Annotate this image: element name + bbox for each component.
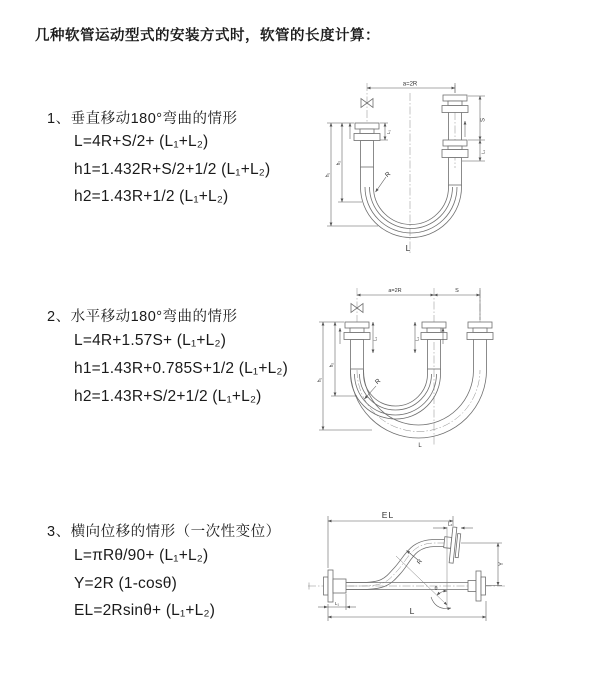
dim-label-l1-left: L₁ xyxy=(386,129,391,135)
section-2-formula-h1: h1=1.43R+0.785S+1/2 (L₁+L₂) xyxy=(74,360,288,377)
length-label: L xyxy=(418,443,422,449)
section-3-formula-Y: Y=2R (1-cosθ) xyxy=(74,575,177,592)
dim-label-a2r: a=2R xyxy=(402,81,418,88)
section-3-heading: 3、横向位移的情形（一次性变位） xyxy=(47,524,281,540)
dim-label-h1: h₁ xyxy=(317,377,323,383)
dim-label-el: EL xyxy=(381,510,395,520)
dim-label-h1: h₁ xyxy=(325,172,331,178)
upper-right-flange-moved xyxy=(442,526,461,563)
radius-label: R xyxy=(416,558,424,566)
dimensions xyxy=(319,288,480,430)
dim-label-l2: L₂ xyxy=(447,521,453,528)
page-title: 几种软管运动型式的安装方式时，软管的长度计算： xyxy=(35,28,380,44)
dim-label-h2: h₂ xyxy=(329,362,335,368)
dim-label-a2r: a=2R xyxy=(388,288,402,294)
section-1-formula-L: L=4R+S/2+ (L₁+L₂) xyxy=(74,133,209,150)
section-2-formula-L: L=4R+1.57S+ (L₁+L₂) xyxy=(74,332,227,349)
angle-label: θ xyxy=(434,586,438,592)
diagram-lateral-displacement xyxy=(300,498,600,653)
section-1-formula-h2: h2=1.43R+1/2 (L₁+L₂) xyxy=(74,188,229,205)
section-1-formula-h1: h1=1.432R+S/2+1/2 (L₁+L₂) xyxy=(74,161,271,178)
dim-label-l1-middle: L₁ xyxy=(414,336,420,342)
dim-label-l1: L₁ xyxy=(334,601,340,606)
right-fitting-moved xyxy=(467,322,493,340)
section-3-formula-L: L=πRθ/90+ (L₁+L₂) xyxy=(74,547,209,564)
hose-u-bend xyxy=(361,113,462,238)
left-flange xyxy=(324,570,347,602)
dim-label-l1-right: L₁ xyxy=(480,149,486,155)
left-fitting xyxy=(354,123,380,141)
dim-label-l1-left: L₁ xyxy=(372,336,378,342)
right-flange-original xyxy=(468,571,486,601)
braided-hose-section-right xyxy=(449,158,462,186)
dim-label-y: Y xyxy=(499,561,505,567)
radius-label: R xyxy=(383,170,393,180)
dim-label-h2: h₂ xyxy=(336,160,342,166)
hose-s-curve xyxy=(346,540,444,590)
right-fitting-moved xyxy=(442,95,468,113)
braided-hose-section-left xyxy=(351,340,364,370)
braided-hose-section-left xyxy=(361,141,374,168)
radius-label: R xyxy=(373,377,383,387)
right-fitting-original xyxy=(442,140,468,158)
section-2-heading: 2、水平移动180°弯曲的情形 xyxy=(47,309,238,325)
length-label: L xyxy=(405,243,411,253)
section-3-formula-EL: EL=2Rsinθ+ (L₁+L₂) xyxy=(74,602,216,619)
section-2-formula-h2: h2=1.43R+S/2+1/2 (L₁+L₂) xyxy=(74,388,262,405)
diagram-horizontal-180-bend xyxy=(310,278,600,460)
dim-label-l: L xyxy=(409,606,415,616)
hose-u-moved xyxy=(351,340,487,439)
left-fitting xyxy=(344,322,370,340)
section-1-heading: 1、垂直移动180°弯曲的情形 xyxy=(47,111,238,127)
diagram-vertical-180-bend xyxy=(310,73,600,263)
dim-label-s: S xyxy=(455,288,459,294)
dim-label-s: S xyxy=(480,117,487,123)
